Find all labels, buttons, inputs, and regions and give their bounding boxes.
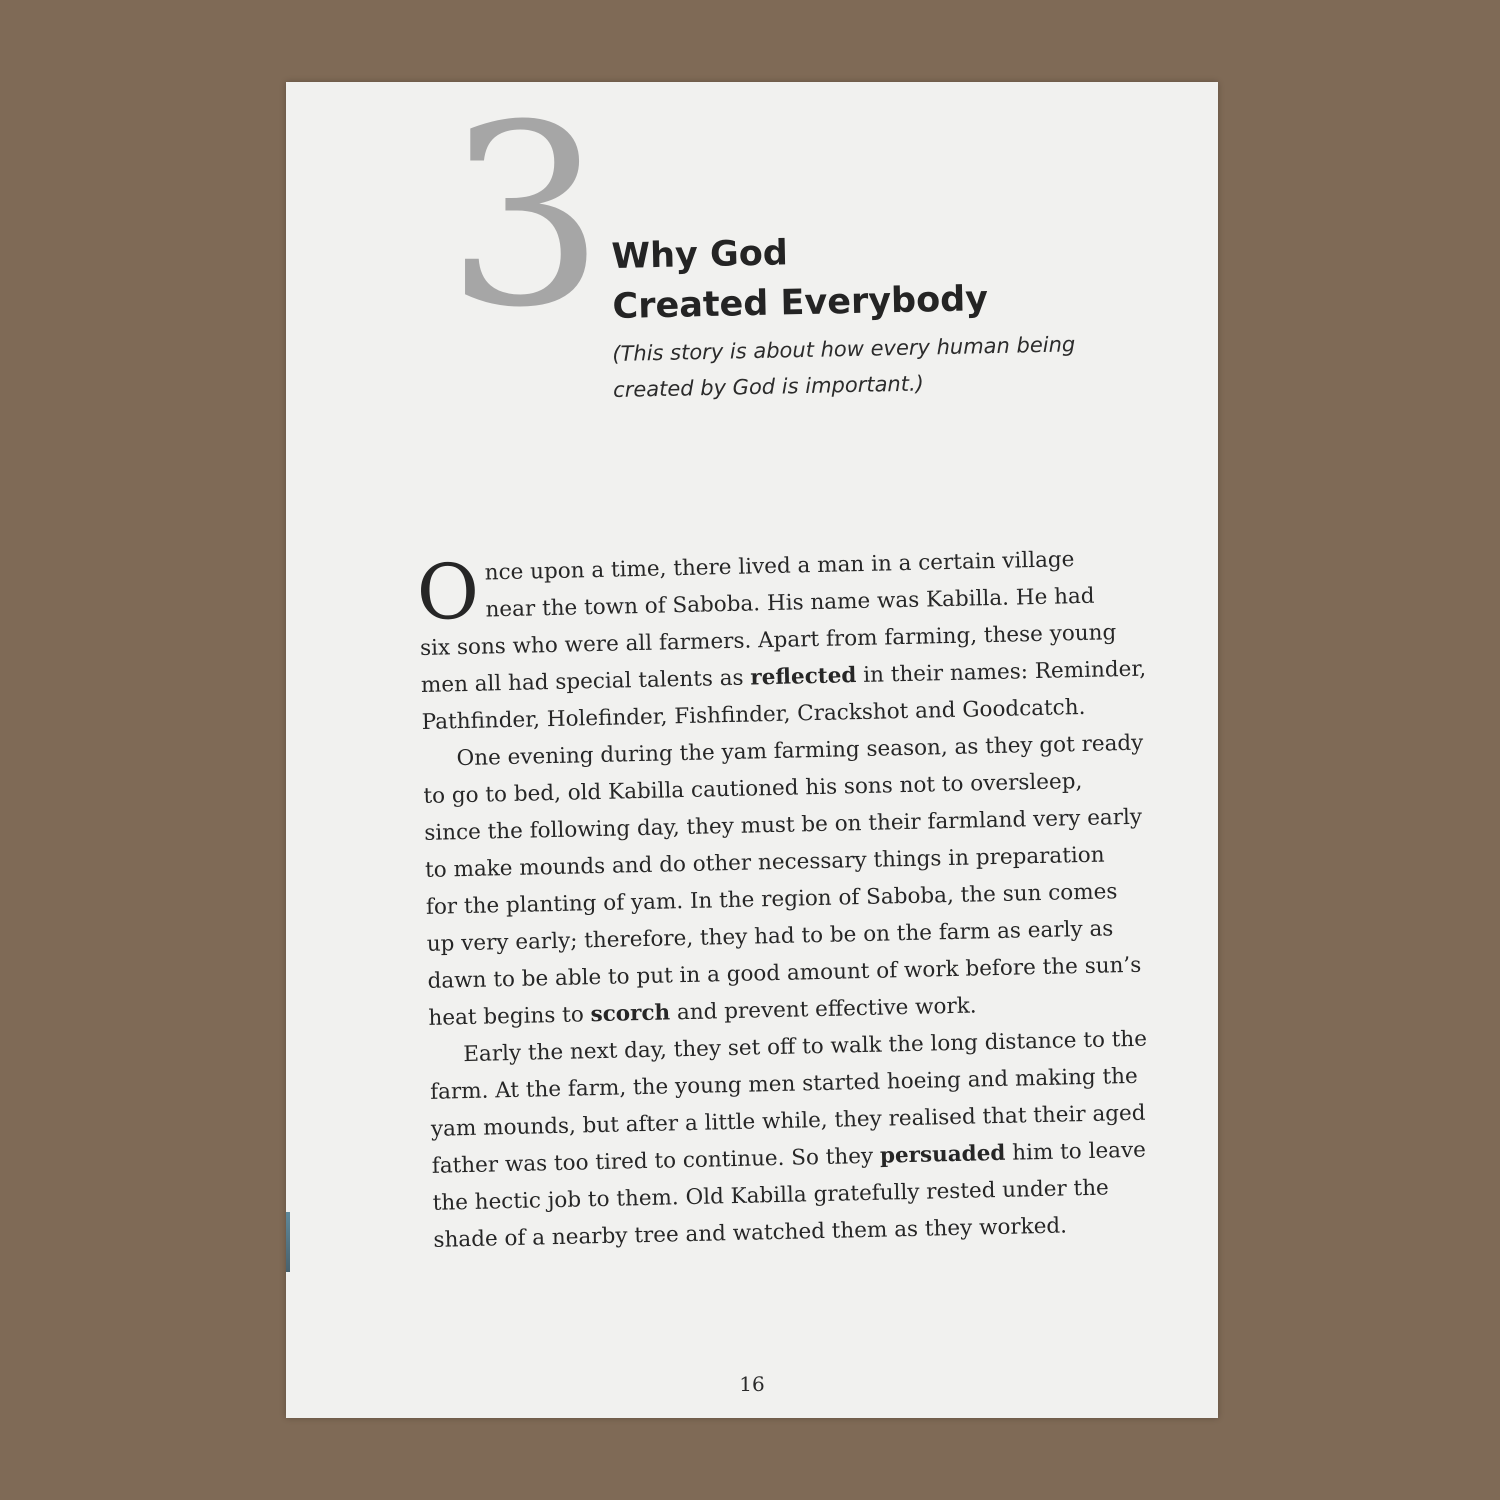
page-number: 16 — [739, 1372, 765, 1396]
text-line: the hectic job to them. Old Kabilla gratefully rested under the — [432, 1175, 1110, 1216]
paragraph-3 — [429, 1020, 1179, 1259]
text-line: for the planting of yam. In the region of Saboba, the sun comes — [425, 879, 1118, 920]
text-line: since the following day, they must be on their farmland very early — [424, 804, 1143, 846]
text-segment: and prevent effective work. — [669, 993, 977, 1026]
text-segment: him to leave — [1005, 1137, 1147, 1166]
vocabulary-word: reflected — [750, 663, 857, 691]
text-line: shade of a nearby tree and watched them as they worked. — [433, 1213, 1068, 1253]
text-line: Early the next day, they set off to walk the long distance to the — [463, 1026, 1148, 1068]
adjacent-page-edge — [286, 1212, 290, 1272]
subtitle-line: created by God is important.) — [612, 371, 925, 402]
drop-cap: O — [415, 546, 481, 638]
text-segment: men all had special talents as — [420, 665, 751, 698]
text-line: farm. At the farm, the young men started hoeing and making the — [429, 1063, 1138, 1105]
text-segment: heat begins to — [428, 1002, 591, 1031]
text-line: nce upon a time, there lived a man in a certain village — [484, 547, 1075, 586]
text-segment: father was too tired to continue. So they — [431, 1143, 881, 1179]
text-line: Pathfinder, Holefinder, Fishfinder, Crackshot and Goodcatch. — [421, 694, 1086, 735]
text-line: One evening during the yam farming season, as they got ready — [456, 730, 1144, 772]
text-line: six sons who were all farmers. Apart from farming, these young — [419, 620, 1117, 661]
subtitle-line: (This story is about how every human being — [612, 332, 1076, 366]
story-text — [415, 539, 1179, 1259]
chapter-title — [611, 224, 989, 332]
text-line: dawn to be able to put in a good amount of work before the sun’s — [427, 952, 1142, 994]
text-line: to go to bed, old Kabilla cautioned his sons not to oversleep, — [423, 768, 1083, 809]
vocabulary-word: persuaded — [879, 1140, 1006, 1169]
paragraph-1 — [415, 539, 1167, 741]
chapter-title-line: Created Everybody — [612, 279, 989, 327]
vocabulary-word: scorch — [590, 1000, 671, 1028]
chapter-subtitle — [612, 326, 1113, 408]
text-line: to make mounds and do other necessary things in preparation — [424, 842, 1105, 883]
text-line: near the town of Saboba. His name was Kabilla. He had — [485, 583, 1095, 623]
paragraph-2 — [422, 724, 1174, 1037]
text-line: up very early; therefore, they had to be on the farm as early as — [426, 916, 1114, 957]
book-page — [286, 82, 1218, 1418]
text-line: yam mounds, but after a little while, they realised that their aged — [430, 1100, 1146, 1142]
chapter-title-line: Why God — [611, 233, 789, 277]
text-segment: in their names: Reminder, — [856, 656, 1147, 689]
chapter-number: 3 — [446, 82, 606, 362]
